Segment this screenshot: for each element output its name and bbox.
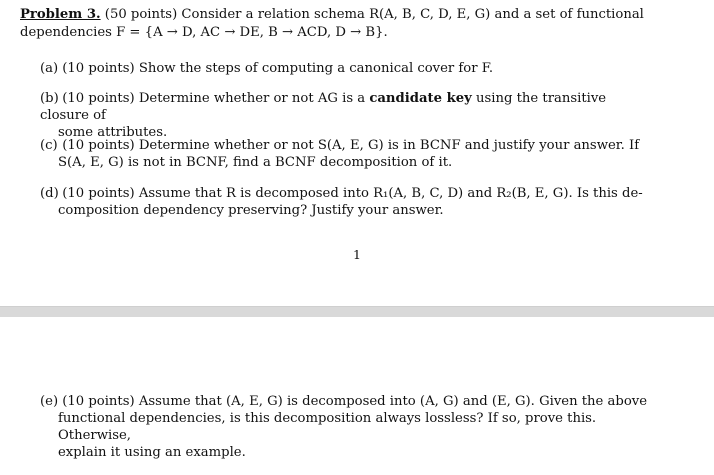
part-b-bold-term: candidate key [369, 91, 472, 106]
problem-intro-line2: dependencies F = {A → D, AC → DE, B → ACD, D → B}. [20, 25, 388, 40]
problem-label: Problem 3. [20, 7, 101, 22]
part-d [40, 185, 650, 219]
part-c-line2: S(A, E, G) is not in BCNF, find a BCNF decomposition of it. [58, 155, 453, 170]
problem-statement [20, 6, 660, 42]
page-separator [0, 307, 714, 317]
page-two [0, 317, 714, 475]
part-b-marker: (b) [40, 91, 59, 106]
problem-points: (50 points) [104, 7, 178, 22]
part-e-line1: (10 points) Assume that (A, E, G) is decomposed into (A, G) and (E, G). Given the above [62, 394, 648, 409]
part-c [40, 137, 650, 171]
part-b [40, 90, 650, 141]
part-d-line1: (10 points) Assume that R is decomposed into R₁(A, B, C, D) and R₂(B, E, G). Is this de- [62, 186, 643, 201]
part-d-line2: composition dependency preserving? Justify your answer. [58, 203, 444, 218]
part-a-marker: (a) [40, 61, 59, 76]
part-b-line1-pre: (10 points) Determine whether or not AG is a [62, 91, 366, 106]
part-a-text: (10 points) Show the steps of computing a canonical cover for F. [62, 61, 494, 76]
part-e-marker: (e) [40, 394, 59, 409]
part-c-marker: (c) [40, 138, 58, 153]
part-e [40, 393, 650, 461]
problem-intro-line1: Consider a relation schema R(A, B, C, D, E, G) and a set of functional [181, 7, 644, 22]
part-e-line3: explain it using an example. [58, 445, 246, 460]
part-b-line2: some attributes. [58, 125, 168, 140]
part-a [40, 60, 650, 77]
part-c-line1: (10 points) Determine whether or not S(A, E, G) is in BCNF and justify your answer. If [62, 138, 640, 153]
part-b-line1-post: using the transitive closure of [40, 91, 607, 123]
page-number: 1 [353, 247, 361, 262]
part-e-line2: functional dependencies, is this decomposition always lossless? If so, prove this. Otherwise, [58, 411, 597, 443]
part-d-marker: (d) [40, 186, 59, 201]
